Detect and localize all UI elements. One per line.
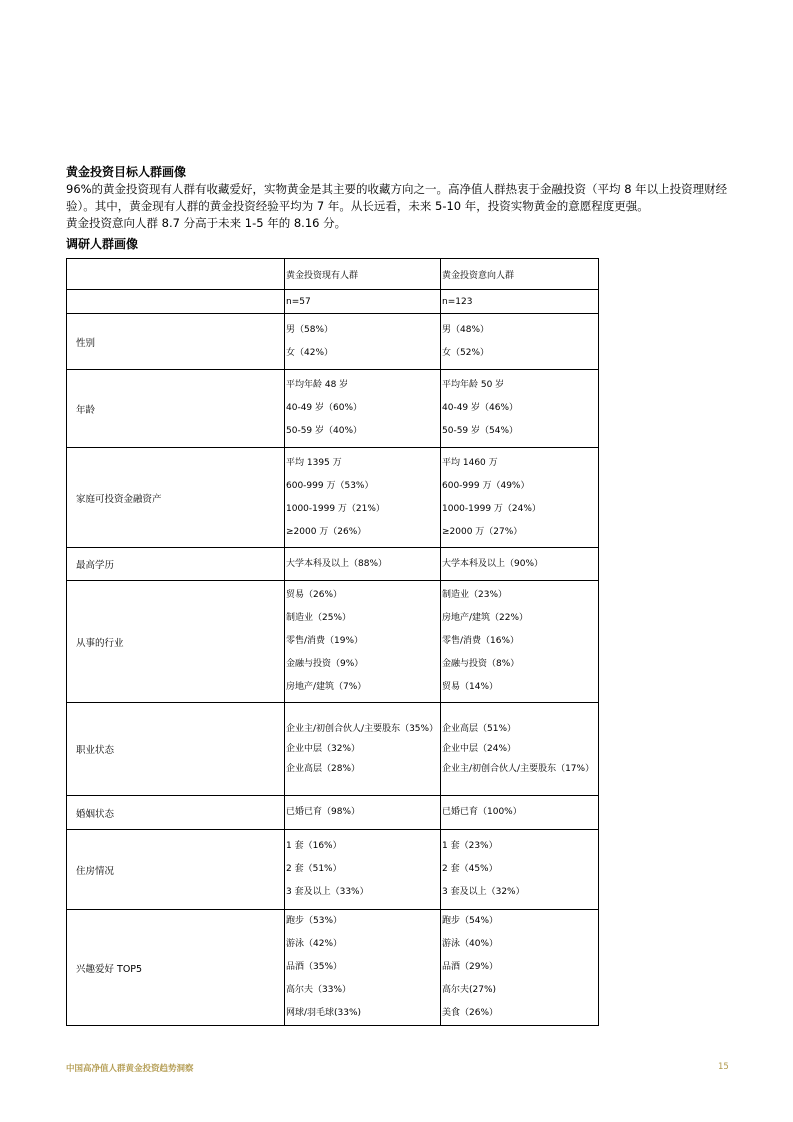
sample-cell-intended: n=123: [441, 290, 599, 314]
table-row: [67, 548, 599, 581]
cell-entry: 600-999 万（53%）: [286, 480, 374, 491]
row-label-cell: 兴趣爱好 TOP5: [67, 910, 285, 1026]
cell-entry: 游泳（40%）: [442, 939, 499, 949]
row-current-cell: [285, 548, 441, 581]
cell-entry: 金融与投资（9%）: [286, 659, 364, 669]
table-sample-row: [67, 290, 599, 314]
footer-report-title: 中国高净值人群黄金投资趋势洞察: [66, 1064, 194, 1074]
cell-entry: 已婚已育（98%）: [286, 807, 361, 817]
cell-entry: 跑步（53%）: [286, 916, 343, 926]
cell-entry: 男（48%）: [442, 324, 490, 335]
cell-entry: 女（42%）: [286, 347, 334, 358]
row-current-cell: [285, 314, 441, 370]
row-intended-cell: [441, 796, 599, 830]
cell-entry: ≥2000 万（26%）: [286, 526, 367, 537]
cell-entry: 1000-1999 万（21%）: [286, 503, 385, 514]
table-row: [67, 314, 599, 370]
cell-entry: 企业高层（28%）: [286, 764, 361, 774]
cell-entry: 已婚已育（100%）: [442, 807, 522, 817]
table-row: [67, 796, 599, 830]
row-label-cell: 从事的行业: [67, 581, 285, 703]
cell-entry: 网球/羽毛球(33%): [286, 1008, 362, 1018]
row-label-cell: 家庭可投资金融资产: [67, 448, 285, 548]
cell-entry: 企业高层（51%）: [442, 724, 517, 734]
cell-entry: 零售/消费（19%）: [286, 636, 364, 646]
cell-entry: 2 套（51%）: [286, 864, 342, 874]
cell-entry: 制造业（23%）: [442, 590, 508, 600]
section-title-survey-profile: 调研人群画像: [66, 237, 139, 251]
cell-entry: 50-59 岁（40%）: [286, 426, 363, 436]
cell-entry: 平均 1395 万: [286, 457, 342, 468]
cell-entry: 3 套及以上（32%）: [442, 887, 525, 897]
row-label-cell: 婚姻状态: [67, 796, 285, 830]
row-label-cell: 职业状态: [67, 703, 285, 796]
cell-entry: 跑步（54%）: [442, 916, 499, 926]
cell-entry: 40-49 岁（46%）: [442, 403, 519, 413]
row-current-cell: [285, 581, 441, 703]
cell-entry: 企业主/初创合伙人/主要股东（35%）: [286, 724, 439, 734]
cell-entry: 1 套（16%）: [286, 841, 342, 851]
row-current-cell: [285, 703, 441, 796]
cell-entry: 房地产/建筑（7%）: [286, 682, 367, 692]
row-current-cell: [285, 796, 441, 830]
section-title-target-profile: 黄金投资目标人群画像: [66, 165, 187, 179]
table-row: [67, 370, 599, 448]
cell-entry: 制造业（25%）: [286, 613, 352, 623]
row-current-cell: [285, 370, 441, 448]
cell-entry: 平均年龄 48 岁: [286, 380, 349, 390]
cell-entry: 品酒（35%）: [286, 962, 343, 972]
table-header-row: [67, 259, 599, 290]
row-current-cell: [285, 830, 441, 910]
cell-entry: 40-49 岁（60%）: [286, 403, 363, 413]
cell-entry: ≥2000 万（27%）: [442, 526, 523, 537]
survey-profile-table: [66, 258, 599, 1026]
cell-entry: 大学本科及以上（90%）: [442, 558, 544, 569]
cell-entry: 平均 1460 万: [442, 457, 498, 468]
row-label-cell: 年龄: [67, 370, 285, 448]
cell-entry: 企业主/初创合伙人/主要股东（17%）: [442, 764, 595, 774]
row-intended-cell: [441, 703, 599, 796]
row-current-cell: [285, 910, 441, 1026]
cell-entry: 女（52%）: [442, 347, 490, 358]
table-row: [67, 448, 599, 548]
cell-entry: 贸易（26%）: [286, 590, 343, 600]
cell-entry: 大学本科及以上（88%）: [286, 558, 388, 569]
cell-entry: 50-59 岁（54%）: [442, 426, 519, 436]
cell-entry: 2 套（45%）: [442, 864, 498, 874]
cell-entry: 品酒（29%）: [442, 962, 499, 972]
cell-entry: 零售/消费（16%）: [442, 636, 520, 646]
row-intended-cell: [441, 314, 599, 370]
sample-cell-current: n=57: [285, 290, 441, 314]
row-intended-cell: [441, 581, 599, 703]
row-current-cell: [285, 448, 441, 548]
cell-entry: 高尔夫(27%): [442, 985, 497, 995]
row-intended-cell: [441, 448, 599, 548]
cell-entry: 3 套及以上（33%）: [286, 887, 369, 897]
cell-entry: 房地产/建筑（22%）: [442, 613, 529, 623]
row-intended-cell: [441, 830, 599, 910]
intro-paragraph: [66, 181, 732, 232]
row-label-cell: 住房情况: [67, 830, 285, 910]
table-row: [67, 910, 599, 1026]
row-intended-cell: [441, 910, 599, 1026]
table-row: [67, 581, 599, 703]
header-cell-empty: [67, 259, 285, 290]
cell-entry: 贸易（14%）: [442, 682, 499, 692]
cell-entry: 企业中层（32%）: [286, 744, 361, 754]
row-label-cell: 最高学历: [67, 548, 285, 581]
row-label-cell: 性别: [67, 314, 285, 370]
cell-entry: 1000-1999 万（24%）: [442, 503, 541, 514]
sample-cell-empty: [67, 290, 285, 314]
table-row: [67, 830, 599, 910]
row-intended-cell: [441, 370, 599, 448]
intro-line-1: 96%的黄金投资现有人群有收藏爱好，实物黄金是其主要的收藏方向之一。高净值人群热衷于金融投资（平均 8 年以上投资理财经验）。其中，黄金现有人群的黄金投资经验平均为 7 年。从长远看，未来 5-10 年，投资实物黄金的意愿程度更强。: [66, 182, 728, 213]
cell-entry: 600-999 万（49%）: [442, 480, 530, 491]
row-intended-cell: [441, 548, 599, 581]
cell-entry: 企业中层（24%）: [442, 744, 517, 754]
header-cell-current: 黄金投资现有人群: [285, 259, 441, 290]
cell-entry: 美食（26%）: [442, 1008, 499, 1018]
cell-entry: 金融与投资（8%）: [442, 659, 520, 669]
cell-entry: 男（58%）: [286, 324, 334, 335]
table-row: [67, 703, 599, 796]
cell-entry: 高尔夫（33%）: [286, 985, 352, 995]
intro-line-2: 黄金投资意向人群 8.7 分高于未来 1-5 年的 8.16 分。: [66, 216, 347, 230]
cell-entry: 游泳（42%）: [286, 939, 343, 949]
header-cell-intended: 黄金投资意向人群: [441, 259, 599, 290]
footer-page-number: 15: [718, 1062, 729, 1072]
cell-entry: 平均年龄 50 岁: [442, 380, 505, 390]
cell-entry: 1 套（23%）: [442, 841, 498, 851]
